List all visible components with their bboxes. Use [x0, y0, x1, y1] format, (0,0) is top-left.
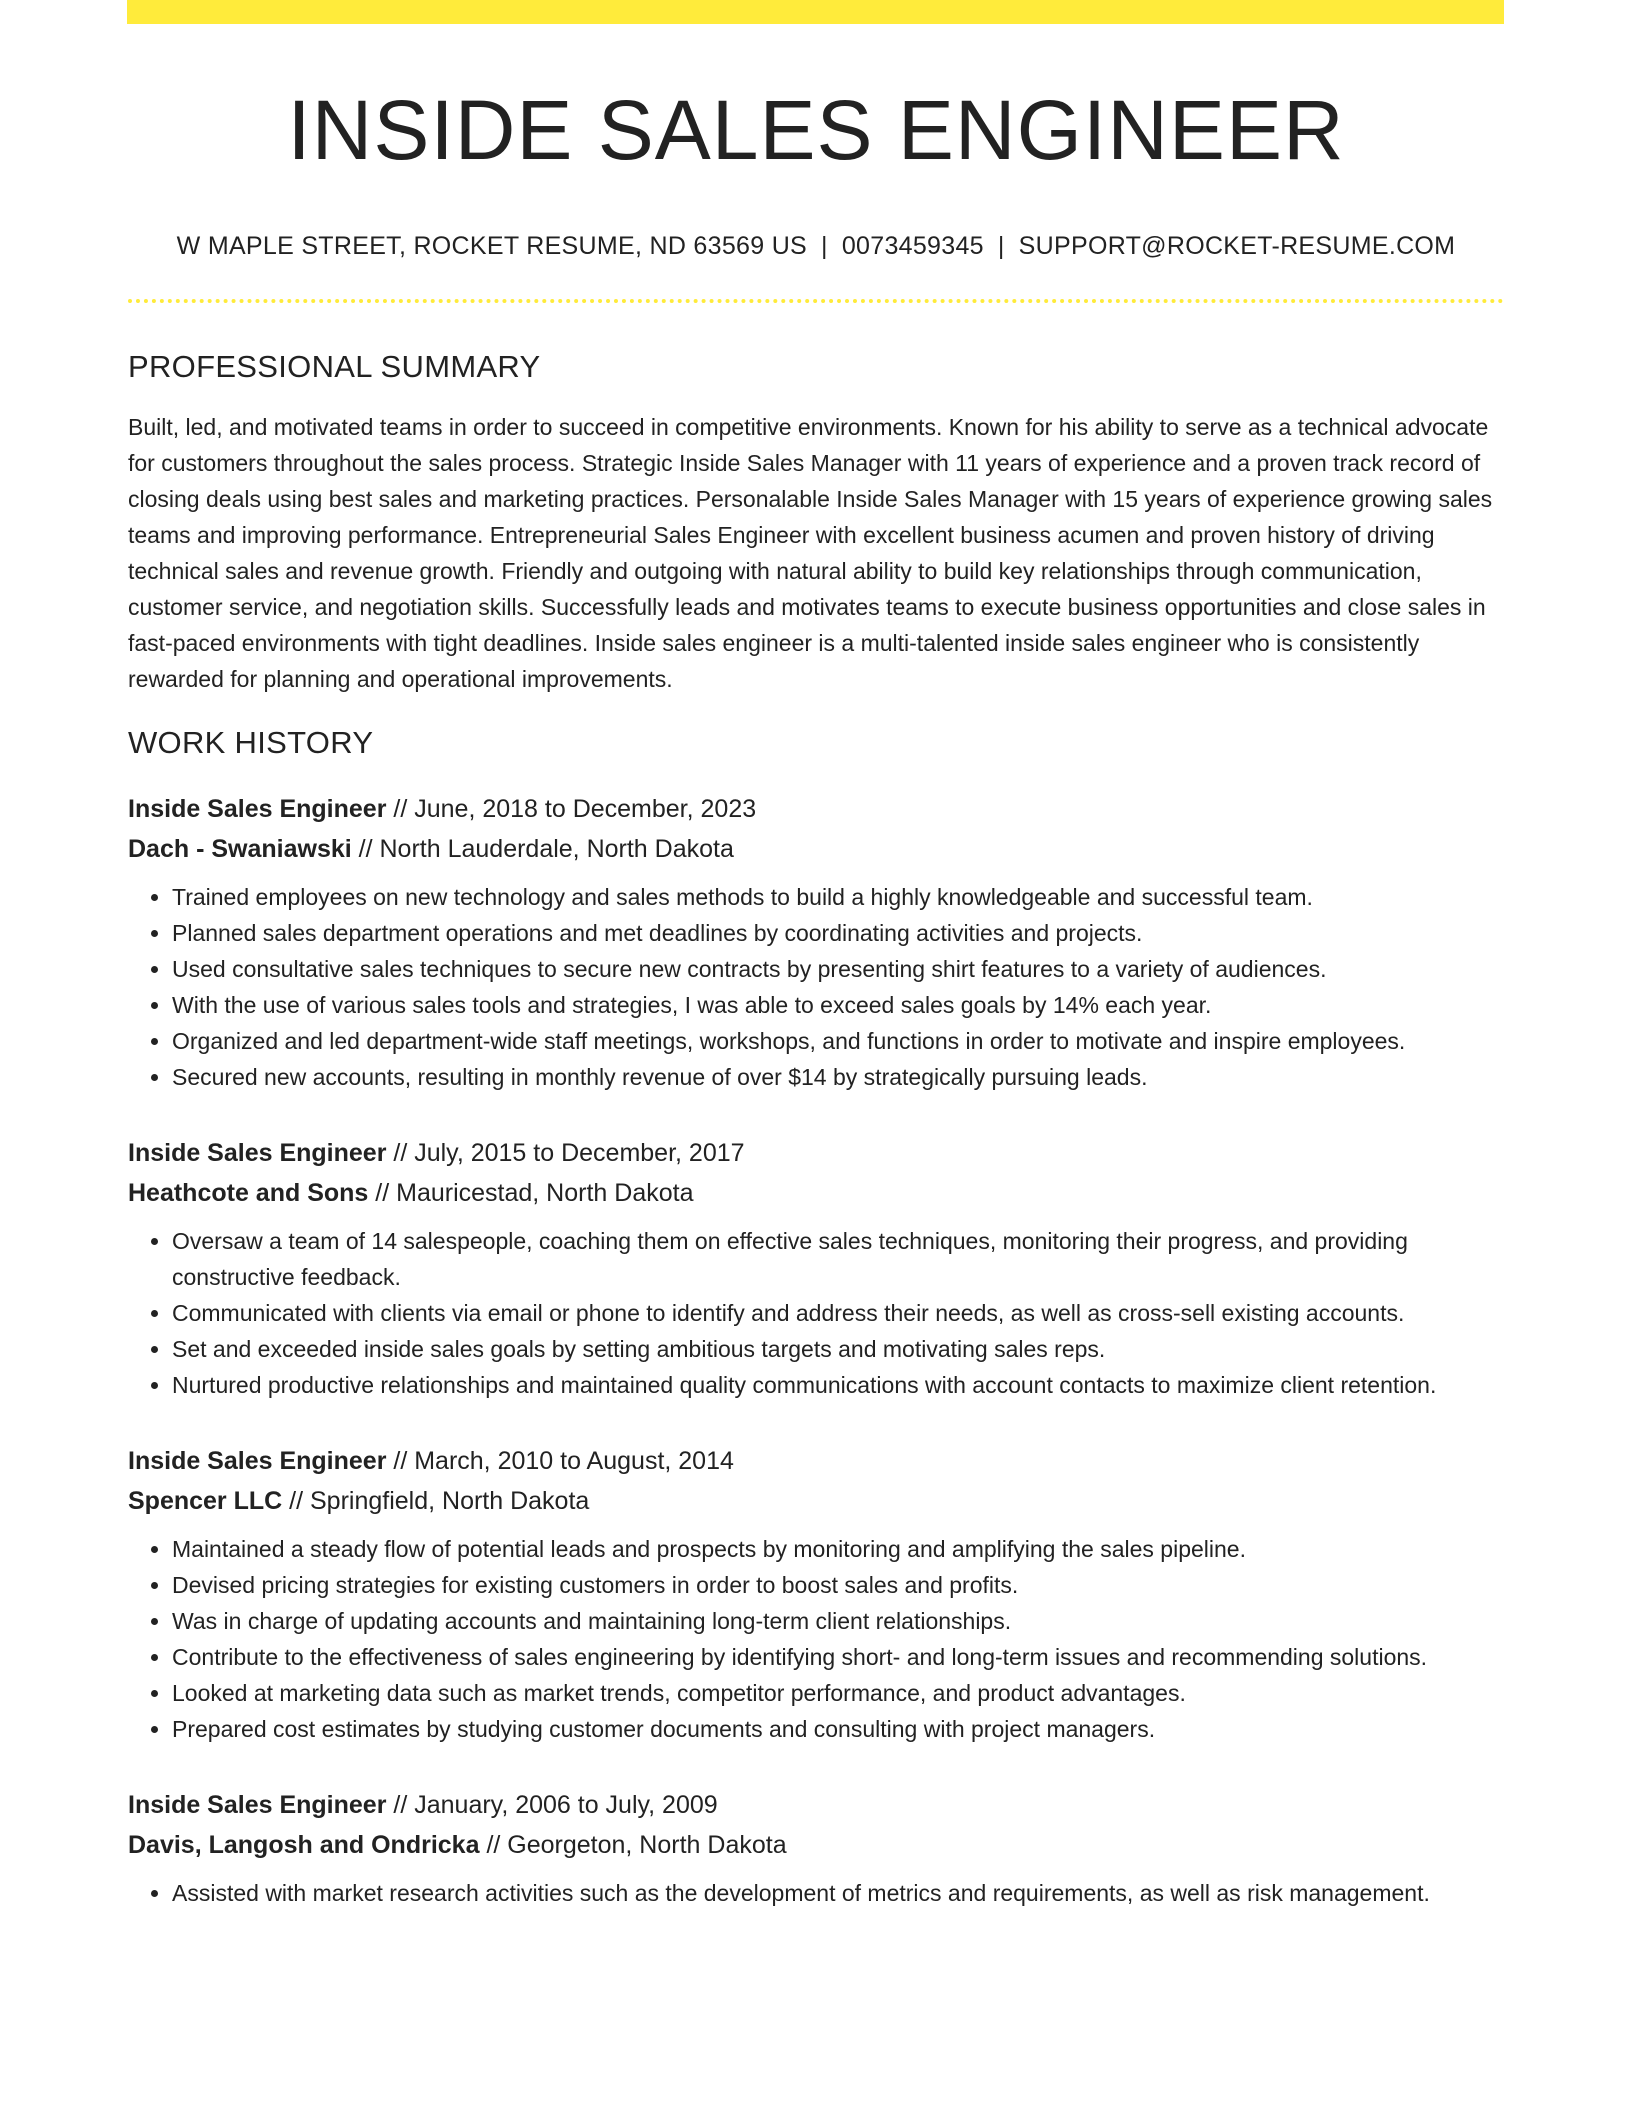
job-company-line	[128, 1481, 1504, 1521]
summary-text: Built, led, and motivated teams in order to succeed in competitive environments. Known for his ability to serve as a technical advocate for customers throughout the sales process. Strategic Inside Sales Manager with 11 years of experience and a proven track record of closing deals using best sales and marketing practices. Personalable Inside Sales Manager with 15 years of experience growing sales teams and improving performance. Entrepreneurial Sales Engineer with excellent business acumen and proven history of driving technical sales and revenue growth. Friendly and outgoing with natural ability to build key relationships through communication, customer service, and negotiation skills. Successfully leads and motivates teams to execute business opportunities and close sales in fast-paced environments with tight deadlines. Inside sales engineer is a multi-talented inside sales engineer who is consistently rewarded for planning and operational improvements.	[128, 414, 1493, 692]
job-bullet: • Was in charge of updating accounts and maintaining long-term client relationships.	[172, 1603, 1504, 1639]
job-title-line	[128, 1133, 1504, 1173]
job-bullet: • Communicated with clients via email or phone to identify and address their needs, as well as cross-sell existing accounts.	[172, 1295, 1504, 1331]
job-bullet: • Planned sales department operations and met deadlines by coordinating activities and projects.	[172, 915, 1504, 951]
job-bullet-list	[128, 1223, 1504, 1403]
job-entry	[128, 1441, 1504, 1747]
work-history-list	[128, 789, 1504, 1911]
job-bullet: • Assisted with market research activities such as the development of metrics and requirements, as well as risk management.	[172, 1875, 1504, 1911]
job-bullet: • Trained employees on new technology and sales methods to build a highly knowledgeable and successful team.	[172, 879, 1504, 915]
job-entry	[128, 1785, 1504, 1911]
resume-content	[128, 0, 1504, 1911]
job-location: // Springfield, North Dakota	[289, 1487, 590, 1515]
job-bullet: • Nurtured productive relationships and maintained quality communications with account contacts to maximize client retention.	[172, 1367, 1504, 1403]
job-company: Heathcote and Sons	[128, 1179, 369, 1207]
contact-email: SUPPORT@ROCKET-RESUME.COM	[1018, 232, 1456, 260]
work-history-heading: WORK HISTORY	[128, 725, 374, 760]
job-location: // North Lauderdale, North Dakota	[358, 835, 734, 863]
job-bullet: • Set and exceeded inside sales goals by setting ambitious targets and motivating sales reps.	[172, 1331, 1504, 1367]
job-bullet: • Prepared cost estimates by studying customer documents and consulting with project managers.	[172, 1711, 1504, 1747]
resume-name: INSIDE SALES ENGINEER	[287, 83, 1345, 177]
job-role: Inside Sales Engineer	[128, 1791, 387, 1819]
summary-heading: PROFESSIONAL SUMMARY	[128, 349, 541, 384]
job-role: Inside Sales Engineer	[128, 1139, 387, 1167]
job-dates: // January, 2006 to July, 2009	[393, 1791, 718, 1819]
job-bullet: • Devised pricing strategies for existing customers in order to boost sales and profits.	[172, 1567, 1504, 1603]
job-bullet: • With the use of various sales tools and strategies, I was able to exceed sales goals by 14% each year.	[172, 987, 1504, 1023]
job-dates: // June, 2018 to December, 2023	[393, 795, 757, 823]
job-company: Dach - Swaniawski	[128, 835, 352, 863]
job-bullet-list	[128, 1531, 1504, 1747]
contact-line	[128, 232, 1504, 261]
job-bullet: • Secured new accounts, resulting in monthly revenue of over $14 by strategically pursuing leads.	[172, 1059, 1504, 1095]
job-entry	[128, 1133, 1504, 1403]
job-company: Spencer LLC	[128, 1487, 283, 1515]
job-bullet: • Contribute to the effectiveness of sales engineering by identifying short- and long-term issues and recommending solutions.	[172, 1639, 1504, 1675]
job-title-line	[128, 1441, 1504, 1481]
job-location: // Mauricestad, North Dakota	[375, 1179, 694, 1207]
job-bullet: • Looked at marketing data such as market trends, competitor performance, and product advantages.	[172, 1675, 1504, 1711]
job-company: Davis, Langosh and Ondricka	[128, 1831, 480, 1859]
job-company-line	[128, 829, 1504, 869]
job-title-line	[128, 1785, 1504, 1825]
job-dates: // March, 2010 to August, 2014	[393, 1447, 734, 1475]
job-bullet: • Oversaw a team of 14 salespeople, coaching them on effective sales techniques, monitoring their progress, and providing constructive feedback.	[172, 1223, 1504, 1295]
contact-separator: |	[821, 232, 828, 260]
contact-address: W MAPLE STREET, ROCKET RESUME, ND 63569 US	[176, 232, 808, 260]
job-company-line	[128, 1173, 1504, 1213]
job-role: Inside Sales Engineer	[128, 1447, 387, 1475]
job-bullet-list	[128, 1875, 1504, 1911]
job-bullet: • Maintained a steady flow of potential leads and prospects by monitoring and amplifying the sales pipeline.	[172, 1531, 1504, 1567]
contact-separator: |	[997, 232, 1005, 260]
job-company-line	[128, 1825, 1504, 1865]
job-bullet: • Organized and led department-wide staff meetings, workshops, and functions in order to motivate and inspire employees.	[172, 1023, 1504, 1059]
job-dates: // July, 2015 to December, 2017	[393, 1139, 745, 1167]
job-role: Inside Sales Engineer	[128, 795, 387, 823]
job-location: // Georgeton, North Dakota	[486, 1831, 787, 1859]
job-entry	[128, 789, 1504, 1095]
contact-phone: 0073459345	[841, 232, 984, 260]
dotted-divider	[128, 299, 1504, 303]
job-bullet-list	[128, 879, 1504, 1095]
job-bullet: • Used consultative sales techniques to secure new contracts by presenting shirt features to a variety of audiences.	[172, 951, 1504, 987]
job-title-line	[128, 789, 1504, 829]
